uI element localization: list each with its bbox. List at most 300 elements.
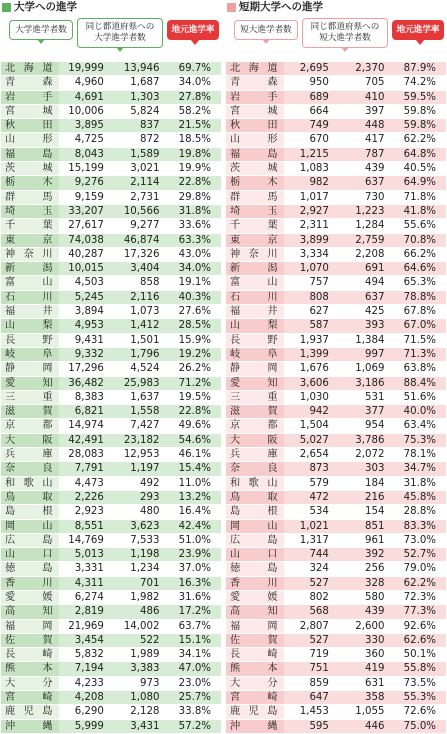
local-cell: 328 xyxy=(333,576,391,590)
prefecture-cell: 岩手 xyxy=(226,90,284,104)
prefecture-cell: 千葉 xyxy=(226,219,284,233)
table-row xyxy=(1,476,221,490)
rate-cell: 22.8% xyxy=(165,176,221,190)
local-cell: 216 xyxy=(333,490,391,504)
rate-cell: 19.8% xyxy=(165,147,221,161)
table-row xyxy=(226,476,446,490)
rate-cell: 63.7% xyxy=(165,619,221,633)
junior-college-headers xyxy=(226,15,446,62)
table-row xyxy=(1,448,221,462)
rate-cell: 64.9% xyxy=(390,176,446,190)
rate-cell: 54.6% xyxy=(165,433,221,447)
rate-cell: 87.9% xyxy=(390,62,446,76)
prefecture-cell: 岐阜 xyxy=(1,347,59,361)
local-cell: 1,303 xyxy=(108,90,166,104)
table-row xyxy=(226,204,446,218)
table-row xyxy=(226,676,446,690)
rate-cell: 78.8% xyxy=(390,290,446,304)
total-cell: 595 xyxy=(284,719,333,733)
prefecture-cell: 岩手 xyxy=(1,90,59,104)
prefecture-cell: 香川 xyxy=(226,576,284,590)
local-cell: 1,501 xyxy=(108,333,166,347)
prefecture-cell: 山形 xyxy=(226,133,284,147)
junior-college-table-body xyxy=(226,62,446,733)
prefecture-cell: 三重 xyxy=(1,390,59,404)
rate-cell: 16.3% xyxy=(165,576,221,590)
total-cell: 4,960 xyxy=(59,76,108,90)
table-row xyxy=(226,448,446,462)
prefecture-cell: 福井 xyxy=(226,305,284,319)
total-cell: 534 xyxy=(284,505,333,519)
table-row xyxy=(1,605,221,619)
prefecture-cell: 佐賀 xyxy=(1,633,59,647)
prefecture-cell: 石川 xyxy=(226,290,284,304)
rate-cell: 34.1% xyxy=(165,648,221,662)
table-row xyxy=(226,190,446,204)
total-cell: 3,894 xyxy=(59,305,108,319)
total-cell: 6,290 xyxy=(59,705,108,719)
local-cell: 3,623 xyxy=(108,519,166,533)
local-cell: 730 xyxy=(333,190,391,204)
local-cell: 494 xyxy=(333,276,391,290)
rate-cell: 15.9% xyxy=(165,333,221,347)
prefecture-cell: 大阪 xyxy=(1,433,59,447)
total-cell: 5,832 xyxy=(59,648,108,662)
table-row xyxy=(226,319,446,333)
total-cell: 14,769 xyxy=(59,533,108,547)
table-row xyxy=(226,333,446,347)
local-cell: 2,114 xyxy=(108,176,166,190)
rate-cell: 83.3% xyxy=(390,519,446,533)
prefecture-cell: 長崎 xyxy=(226,648,284,662)
rate-cell: 25.7% xyxy=(165,691,221,705)
rate-cell: 40.0% xyxy=(390,405,446,419)
total-cell: 21,969 xyxy=(59,619,108,633)
total-cell: 579 xyxy=(284,476,333,490)
rate-cell: 55.3% xyxy=(390,691,446,705)
total-cell: 859 xyxy=(284,676,333,690)
rate-cell: 34.7% xyxy=(390,462,446,476)
table-row xyxy=(1,433,221,447)
rate-cell: 71.2% xyxy=(165,376,221,390)
table-row xyxy=(226,76,446,90)
table-row xyxy=(226,505,446,519)
prefecture-cell: 千葉 xyxy=(1,219,59,233)
rate-cell: 59.8% xyxy=(390,119,446,133)
total-cell: 1,504 xyxy=(284,419,333,433)
rate-cell: 16.4% xyxy=(165,505,221,519)
total-cell: 873 xyxy=(284,462,333,476)
total-cell: 627 xyxy=(284,305,333,319)
prefecture-cell: 埼玉 xyxy=(1,204,59,218)
local-cell: 637 xyxy=(333,176,391,190)
total-cell: 17,296 xyxy=(59,362,108,376)
local-cell: 446 xyxy=(333,719,391,733)
rate-cell: 62.2% xyxy=(390,133,446,147)
total-cell: 74,038 xyxy=(59,233,108,247)
rate-cell: 78.1% xyxy=(390,448,446,462)
table-row xyxy=(226,347,446,361)
local-cell: 1,234 xyxy=(108,562,166,576)
rate-cell: 65.3% xyxy=(390,276,446,290)
local-cell: 1,080 xyxy=(108,691,166,705)
prefecture-cell: 北海道 xyxy=(1,62,59,76)
table-row xyxy=(1,333,221,347)
rate-cell: 67.8% xyxy=(390,305,446,319)
prefecture-cell: 鹿児島 xyxy=(1,705,59,719)
total-cell: 2,819 xyxy=(59,605,108,619)
table-row xyxy=(226,390,446,404)
prefecture-cell: 愛知 xyxy=(226,376,284,390)
junior-college-panel xyxy=(226,0,446,734)
prefecture-cell: 奈良 xyxy=(1,462,59,476)
prefecture-cell: 山口 xyxy=(226,548,284,562)
total-cell: 1,083 xyxy=(284,162,333,176)
total-cell: 2,923 xyxy=(59,505,108,519)
prefecture-cell: 愛媛 xyxy=(226,590,284,604)
table-row xyxy=(1,590,221,604)
rate-cell: 72.3% xyxy=(390,590,446,604)
table-row xyxy=(226,119,446,133)
prefecture-cell: 京都 xyxy=(1,419,59,433)
local-cell: 17,326 xyxy=(108,247,166,261)
prefecture-cell: 神奈川 xyxy=(1,247,59,261)
local-cell: 392 xyxy=(333,548,391,562)
local-cell: 2,128 xyxy=(108,705,166,719)
total-cell: 1,215 xyxy=(284,147,333,161)
table-row xyxy=(1,233,221,247)
rate-cell: 40.3% xyxy=(165,290,221,304)
table-row xyxy=(1,390,221,404)
table-row xyxy=(1,490,221,504)
local-cell: 7,533 xyxy=(108,533,166,547)
prefecture-cell: 鹿児島 xyxy=(226,705,284,719)
local-cell: 2,370 xyxy=(333,62,391,76)
prefecture-cell: 東京 xyxy=(1,233,59,247)
rate-cell: 63.3% xyxy=(165,233,221,247)
table-row xyxy=(1,376,221,390)
table-row xyxy=(226,462,446,476)
rate-cell: 17.2% xyxy=(165,605,221,619)
rate-cell: 31.8% xyxy=(390,476,446,490)
prefecture-cell: 茨城 xyxy=(226,162,284,176)
total-cell: 324 xyxy=(284,562,333,576)
local-cell: 23,182 xyxy=(108,433,166,447)
local-cell: 1,558 xyxy=(108,405,166,419)
prefecture-cell: 群馬 xyxy=(226,190,284,204)
rate-cell: 45.8% xyxy=(390,490,446,504)
prefecture-cell: 岡山 xyxy=(226,519,284,533)
table-row xyxy=(226,247,446,261)
table-row xyxy=(1,362,221,376)
table-row xyxy=(1,419,221,433)
rate-cell: 71.5% xyxy=(390,333,446,347)
table-row xyxy=(1,719,221,733)
local-cell: 2,731 xyxy=(108,190,166,204)
total-cell: 689 xyxy=(284,90,333,104)
local-cell: 417 xyxy=(333,133,391,147)
rate-cell: 88.4% xyxy=(390,376,446,390)
local-cell: 705 xyxy=(333,76,391,90)
rate-cell: 21.5% xyxy=(165,119,221,133)
rate-cell: 63.8% xyxy=(390,362,446,376)
rate-cell: 37.0% xyxy=(165,562,221,576)
local-cell: 256 xyxy=(333,562,391,576)
prefecture-cell: 青森 xyxy=(1,76,59,90)
total-cell: 4,233 xyxy=(59,676,108,690)
local-cell: 397 xyxy=(333,104,391,118)
prefecture-cell: 和歌山 xyxy=(226,476,284,490)
total-cell: 6,274 xyxy=(59,590,108,604)
local-cell: 1,284 xyxy=(333,219,391,233)
total-cell: 751 xyxy=(284,662,333,676)
prefecture-cell: 長野 xyxy=(226,333,284,347)
total-cell: 15,199 xyxy=(59,162,108,176)
total-cell: 1,676 xyxy=(284,362,333,376)
rate-cell: 26.2% xyxy=(165,362,221,376)
rate-cell: 41.8% xyxy=(390,204,446,218)
rate-cell: 59.5% xyxy=(390,90,446,104)
total-cell: 808 xyxy=(284,290,333,304)
table-row xyxy=(1,290,221,304)
rate-cell: 43.0% xyxy=(165,247,221,261)
table-row xyxy=(1,62,221,76)
local-cell: 293 xyxy=(108,490,166,504)
local-cell: 1,412 xyxy=(108,319,166,333)
total-cell: 14,974 xyxy=(59,419,108,433)
rate-cell: 49.6% xyxy=(165,419,221,433)
table-row xyxy=(226,719,446,733)
total-cell: 4,208 xyxy=(59,691,108,705)
table-row xyxy=(1,462,221,476)
total-cell: 982 xyxy=(284,176,333,190)
total-cell: 28,083 xyxy=(59,448,108,462)
prefecture-cell: 奈良 xyxy=(226,462,284,476)
local-cell: 492 xyxy=(108,476,166,490)
total-cell: 4,725 xyxy=(59,133,108,147)
local-cell: 393 xyxy=(333,319,391,333)
table-row xyxy=(1,133,221,147)
rate-cell: 71.3% xyxy=(390,347,446,361)
header-rate: 地元進学率 xyxy=(167,20,219,40)
total-cell: 1,453 xyxy=(284,705,333,719)
university-table xyxy=(1,62,221,734)
total-cell: 6,821 xyxy=(59,405,108,419)
local-cell: 3,431 xyxy=(108,719,166,733)
prefecture-cell: 島根 xyxy=(1,505,59,519)
rate-cell: 69.7% xyxy=(165,62,221,76)
prefecture-cell: 徳島 xyxy=(1,562,59,576)
local-cell: 303 xyxy=(333,462,391,476)
prefecture-cell: 栃木 xyxy=(1,176,59,190)
total-cell: 10,006 xyxy=(59,104,108,118)
local-cell: 439 xyxy=(333,605,391,619)
rate-cell: 74.2% xyxy=(390,76,446,90)
rate-cell: 55.8% xyxy=(390,662,446,676)
local-cell: 184 xyxy=(333,476,391,490)
table-row xyxy=(1,76,221,90)
prefecture-cell: 広島 xyxy=(226,533,284,547)
prefecture-cell: 新潟 xyxy=(226,262,284,276)
rate-cell: 27.6% xyxy=(165,305,221,319)
total-cell: 36,482 xyxy=(59,376,108,390)
rate-cell: 13.2% xyxy=(165,490,221,504)
local-cell: 1,384 xyxy=(333,333,391,347)
prefecture-cell: 富山 xyxy=(1,276,59,290)
junior-college-title-text: 短期大学への進学 xyxy=(239,1,323,13)
total-cell: 5,027 xyxy=(284,433,333,447)
total-cell: 8,383 xyxy=(59,390,108,404)
local-cell: 3,186 xyxy=(333,376,391,390)
local-cell: 531 xyxy=(333,390,391,404)
rate-cell: 23.9% xyxy=(165,548,221,562)
prefecture-cell: 神奈川 xyxy=(226,247,284,261)
table-row xyxy=(226,490,446,504)
rate-cell: 55.6% xyxy=(390,219,446,233)
prefecture-cell: 宮城 xyxy=(226,104,284,118)
prefecture-cell: 宮崎 xyxy=(226,691,284,705)
rate-cell: 31.8% xyxy=(165,204,221,218)
total-cell: 1,030 xyxy=(284,390,333,404)
rate-cell: 57.2% xyxy=(165,719,221,733)
rate-cell: 15.4% xyxy=(165,462,221,476)
total-cell: 40,287 xyxy=(59,247,108,261)
rate-cell: 73.0% xyxy=(390,533,446,547)
local-cell: 3,404 xyxy=(108,262,166,276)
prefecture-cell: 静岡 xyxy=(226,362,284,376)
table-row xyxy=(1,619,221,633)
local-cell: 1,055 xyxy=(333,705,391,719)
total-cell: 2,927 xyxy=(284,204,333,218)
table-row xyxy=(226,276,446,290)
total-cell: 802 xyxy=(284,590,333,604)
prefecture-cell: 愛媛 xyxy=(1,590,59,604)
header-students: 大学進学者数 xyxy=(9,20,73,40)
prefecture-cell: 茨城 xyxy=(1,162,59,176)
prefecture-cell: 熊本 xyxy=(226,662,284,676)
table-row xyxy=(1,319,221,333)
table-row xyxy=(1,262,221,276)
table-row xyxy=(226,633,446,647)
prefecture-cell: 和歌山 xyxy=(1,476,59,490)
rate-cell: 62.2% xyxy=(390,576,446,590)
table-row xyxy=(226,648,446,662)
prefecture-cell: 福岡 xyxy=(226,619,284,633)
local-cell: 1,989 xyxy=(108,648,166,662)
total-cell: 3,454 xyxy=(59,633,108,647)
total-cell: 9,431 xyxy=(59,333,108,347)
rate-cell: 23.0% xyxy=(165,676,221,690)
local-cell: 2,072 xyxy=(333,448,391,462)
green-square-icon xyxy=(2,3,11,12)
rate-cell: 19.1% xyxy=(165,276,221,290)
rate-cell: 27.8% xyxy=(165,90,221,104)
table-row xyxy=(1,648,221,662)
total-cell: 527 xyxy=(284,633,333,647)
local-cell: 46,874 xyxy=(108,233,166,247)
local-cell: 787 xyxy=(333,147,391,161)
local-cell: 1,796 xyxy=(108,347,166,361)
total-cell: 27,617 xyxy=(59,219,108,233)
table-row xyxy=(1,104,221,118)
prefecture-cell: 山梨 xyxy=(226,319,284,333)
header-students: 短大進学者数 xyxy=(234,20,298,40)
total-cell: 1,070 xyxy=(284,262,333,276)
local-cell: 5,824 xyxy=(108,104,166,118)
local-cell: 631 xyxy=(333,676,391,690)
prefecture-cell: 大阪 xyxy=(226,433,284,447)
prefecture-cell: 山口 xyxy=(1,548,59,562)
local-cell: 377 xyxy=(333,405,391,419)
table-row xyxy=(226,662,446,676)
total-cell: 3,606 xyxy=(284,376,333,390)
local-cell: 1,589 xyxy=(108,147,166,161)
prefecture-cell: 広島 xyxy=(1,533,59,547)
prefecture-cell: 群馬 xyxy=(1,190,59,204)
local-cell: 3,383 xyxy=(108,662,166,676)
total-cell: 7,194 xyxy=(59,662,108,676)
prefecture-cell: 福島 xyxy=(1,147,59,161)
table-row xyxy=(1,576,221,590)
prefecture-cell: 秋田 xyxy=(226,119,284,133)
rate-cell: 33.6% xyxy=(165,219,221,233)
total-cell: 719 xyxy=(284,648,333,662)
rate-cell: 46.1% xyxy=(165,448,221,462)
prefecture-cell: 東京 xyxy=(226,233,284,247)
total-cell: 4,691 xyxy=(59,90,108,104)
table-row xyxy=(1,676,221,690)
rate-cell: 79.0% xyxy=(390,562,446,576)
total-cell: 1,017 xyxy=(284,190,333,204)
total-cell: 587 xyxy=(284,319,333,333)
rate-cell: 19.5% xyxy=(165,390,221,404)
local-cell: 360 xyxy=(333,648,391,662)
table-row xyxy=(226,605,446,619)
prefecture-cell: 香川 xyxy=(1,576,59,590)
total-cell: 3,899 xyxy=(284,233,333,247)
rate-cell: 42.4% xyxy=(165,519,221,533)
total-cell: 664 xyxy=(284,104,333,118)
prefecture-cell: 大分 xyxy=(226,676,284,690)
prefecture-cell: 山形 xyxy=(1,133,59,147)
prefecture-cell: 宮崎 xyxy=(1,691,59,705)
table-row xyxy=(226,147,446,161)
rate-cell: 75.3% xyxy=(390,433,446,447)
total-cell: 19,999 xyxy=(59,62,108,76)
table-row xyxy=(226,562,446,576)
total-cell: 2,807 xyxy=(284,619,333,633)
prefecture-cell: 長野 xyxy=(1,333,59,347)
prefecture-cell: 長崎 xyxy=(1,648,59,662)
total-cell: 568 xyxy=(284,605,333,619)
total-cell: 10,015 xyxy=(59,262,108,276)
total-cell: 749 xyxy=(284,119,333,133)
rate-cell: 92.6% xyxy=(390,619,446,633)
rate-cell: 64.8% xyxy=(390,147,446,161)
local-cell: 1,073 xyxy=(108,305,166,319)
junior-college-table xyxy=(226,62,446,734)
rate-cell: 58.2% xyxy=(165,104,221,118)
total-cell: 4,311 xyxy=(59,576,108,590)
prefecture-cell: 岐阜 xyxy=(226,347,284,361)
rate-cell: 71.8% xyxy=(390,190,446,204)
total-cell: 7,791 xyxy=(59,462,108,476)
local-cell: 701 xyxy=(108,576,166,590)
table-row xyxy=(1,633,221,647)
rate-cell: 64.6% xyxy=(390,262,446,276)
local-cell: 1,069 xyxy=(333,362,391,376)
total-cell: 4,473 xyxy=(59,476,108,490)
